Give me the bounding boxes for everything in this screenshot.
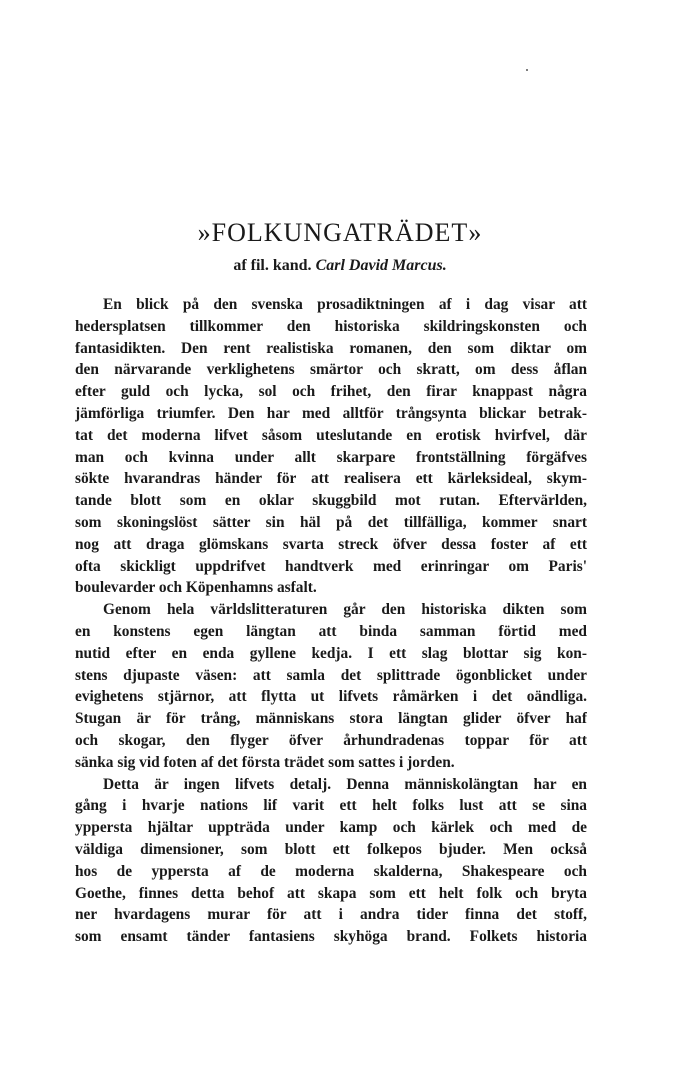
text-line: stens djupaste väsen: att samla det splittrade ögonblicket under	[75, 666, 587, 684]
text-line: Genom hela världslitteraturen går den historiska dikten som	[103, 601, 587, 619]
text-line: gång i hvarje nations lif varit ett helt folks lust att se sina	[75, 797, 587, 815]
text-line: yppersta hjältar uppträda under kamp och kärlek och med de	[75, 819, 587, 837]
article-body	[75, 294, 587, 948]
text-line: nog att draga glömskans svarta streck öfver dessa foster af ett	[75, 535, 587, 553]
text-line: sänka sig vid foten af det första trädet som sattes i jorden.	[75, 753, 455, 771]
text-line: en konstens egen längtan att binda samman förtid med	[75, 622, 587, 640]
text-line: Goethe, finnes detta behof att skapa som ett helt folk och bryta	[75, 884, 587, 902]
text-line: man och kvinna under allt skarpare frontställning förgäfves	[75, 448, 587, 466]
text-line: jämförliga triumfer. Den har med alltför trångsynta blickar betrak-	[75, 404, 587, 422]
author-name: Carl David Marcus.	[315, 257, 447, 274]
page-speck	[526, 69, 528, 71]
text-line: En blick på den svenska prosadiktningen af i dag visar att	[103, 296, 587, 313]
text-line: evighetens stjärnor, att flytta ut lifvets råmärken i det oändliga.	[75, 688, 587, 706]
text-line: väldiga dimensioner, som blott ett folkepos bjuder. Men också	[75, 840, 587, 858]
text-line: boulevarder och Köpenhamns asfalt.	[75, 579, 317, 597]
text-line: hedersplatsen tillkommer den historiska skildringskonsten och	[75, 317, 587, 335]
text-line: som ensamt tänder fantasiens skyhöga brand. Folkets historia	[75, 928, 587, 946]
article-title: »FOLKUNGATRÄDET»	[197, 218, 483, 247]
text-line: som skoningslöst sätter sin häl på det tillfälliga, kommer snart	[75, 513, 587, 531]
text-line: och skogar, den flyger öfver århundradenas toppar för att	[75, 731, 587, 749]
byline-prefix: af fil. kand.	[233, 257, 312, 274]
text-line: ner hvardagens murar för att i andra tider finna det stoff,	[75, 906, 587, 924]
text-line: Stugan är för trång, människans stora längtan glider öfver haf	[75, 710, 587, 728]
text-line: Detta är ingen lifvets detalj. Denna människolängtan har en	[103, 775, 587, 793]
text-line: fantasidikten. Den rent realistiska romanen, den som diktar om	[75, 339, 587, 357]
text-line: efter guld och lycka, sol och frihet, den firar knappast några	[75, 383, 587, 401]
text-line: den närvarande verklighetens smärtor och skratt, om dess åflan	[75, 361, 587, 379]
byline	[0, 256, 680, 276]
text-line: nutid efter en enda gyllene kedja. I ett slag blottar sig kon-	[75, 644, 587, 662]
text-line: tat det moderna lifvet såsom uteslutande en erotisk hvirfvel, där	[75, 426, 587, 444]
text-line: tande blott som en oklar skuggbild mot rutan. Eftervärlden,	[75, 492, 587, 510]
text-line: ofta skickligt uppdrifvet handtverk med erinringar om Paris'	[75, 557, 587, 575]
text-line: hos de yppersta af de moderna skalderna, Shakespeare och	[75, 862, 587, 880]
text-line: sökte hvarandras händer för att realisera ett kärleksideal, skym-	[75, 470, 587, 488]
